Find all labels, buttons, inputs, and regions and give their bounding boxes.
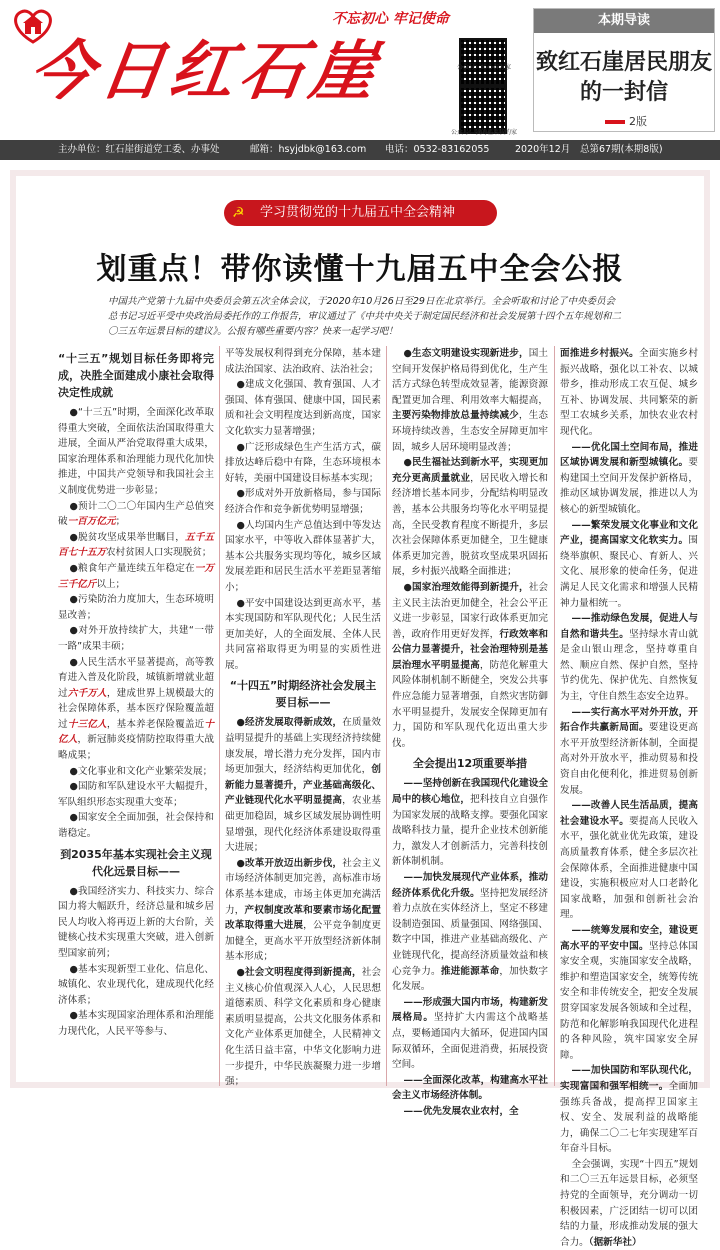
- paragraph: ●社会文明程度得到新提高，社会主义核心价值观深入人心，人民思想道德素质、科学文化素质和身心健康素质明显提高，公共文化服务体系和文化产业体系更加健全，人民精神文化生活日益丰富，中华文化影响力进一步提升，中华民族凝聚力进一步增强；: [225, 966, 382, 1088]
- article-column-2: [225, 346, 381, 1090]
- slogan: 不忘初心 牢记使命: [332, 11, 449, 27]
- guide-header: 本期导读: [534, 9, 714, 33]
- issue-text: 总第67期(本期8版): [580, 144, 663, 155]
- article-column-1: [58, 346, 214, 1040]
- sponsor-text: 主办单位：红石崖街道党工委、办事处: [58, 144, 220, 155]
- paragraph: ●平安中国建设达到更高水平，基本实现国防和军队现代化；人民生活更加美好，人的全面发展、全体人民共同富裕取得更为明显的实质性进展。: [225, 597, 381, 671]
- paragraph: ●基本实现国家治理体系和治理能力现代化，人民平等参与、: [58, 1010, 214, 1037]
- guide-title[interactable]: 致红石崖居民朋友的一封信: [535, 49, 712, 105]
- paragraph: ——加快国防和军队现代化，实现富国和强军相统一。全面加强练兵备战，提高捍卫国家主权、安全、发展利益的战略能力，确保二〇二七年实现建军百年奋斗目标。: [560, 1065, 699, 1155]
- article-column-3: [392, 346, 548, 1120]
- paragraph: ——全面深化改革，构建高水平社会主义市场经济体制。: [392, 1074, 548, 1102]
- paragraph: ——实行高水平对外开放，开拓合作共赢新局面。要建设更高水平开放型经济新体制，全面提高对外开放水平，推动贸易和投资自由化便利化，推进贸易创新发展。: [560, 706, 699, 796]
- phone-text: 电话：0532-83162055: [385, 144, 490, 155]
- headline: 划重点！带你读懂十九届五中全会公报: [96, 252, 624, 287]
- paragraph: ●“十三五”时期，全面深化改革取得重大突破，全面依法治国取得重大进展，全面从严治党取得重大成果，国家治理体系和治理能力现代化加快推进，中国共产党领导和我国社会主义制度优势进一步彰显；: [58, 407, 214, 496]
- paragraph: ——统筹发展和安全，建设更高水平的平安中国。坚持总体国家安全观，实施国家安全战略，维护和塑造国家安全，统筹传统安全和非传统安全，把安全发展贯穿国家发展各领域和全过程，防范和化解影响我国现代化进程的各种风险，筑牢国家安全屏障。: [560, 924, 699, 1061]
- paragraph: ——优化国土空间布局，推进区域协调发展和新型城镇化。要构建国土空间开发保护新格局，推动区域协调发展，推进以人为核心的新型城镇化。: [560, 441, 698, 515]
- paragraph: ●粮食年产量连续五年稳定在一万三千亿斤以上；: [58, 562, 215, 590]
- paragraph: ●预计二〇二〇年国内生产总值突破一百万亿元；: [58, 500, 214, 528]
- column-divider: [219, 346, 220, 1086]
- paragraph: ●人民生活水平显著提高，高等教育进入普及化阶段，城镇新增就业超过六千万人，建成世界上规模最大的社会保障体系，基本医疗保险覆盖超过十三亿人，基本养老保险覆盖近十亿人，新冠肺炎疫情防控取得重大战略成果；: [58, 656, 215, 762]
- guide-page-label: 2版: [629, 115, 647, 128]
- paragraph: ——改善人民生活品质，提高社会建设水平。要提高人民收入水平，强化就业优先政策，建设高质量教育体系，健全多层次社会保障体系，全面推进健康中国建设，实施积极应对人口老龄化国家战略，加强和创新社会治理。: [560, 800, 699, 921]
- paragraph: ●基本实现新型工业化、信息化、城镇化、农业现代化，建成现代化经济体系；: [58, 963, 214, 1006]
- paragraph: ●文化事业和文化产业繁荣发展；: [69, 765, 213, 777]
- paragraph: ●国家安全全面加强，社会保持和谐稳定。: [58, 812, 214, 840]
- paragraph: ●脱贫攻坚成果举世瞩目，五千五百七十五万农村贫困人口实现脱贫；: [58, 531, 215, 559]
- column-divider: [386, 346, 387, 1086]
- paragraph: ●生态文明建设实现新进步，国土空间开发保护格局得到优化，生产生活方式绿色转型成效显著，能源资源配置更加合理、利用效率大幅提高，主要污染物排放总量持续减少，生态环境持续改善，生态安全屏障更加牢固，城乡人居环境明显改善；: [392, 348, 549, 453]
- issue-guide-box[interactable]: [533, 8, 715, 132]
- column-divider: [554, 346, 555, 1086]
- subheading: 全会提出12项重要举措: [412, 757, 528, 771]
- date-text: 2020年12月: [515, 144, 571, 155]
- paragraph: ——坚持创新在我国现代化建设全局中的核心地位，把科技自立自强作为国家发展的战略支撑。要强化国家战略科技力量，提升企业技术创新能力，激发人才创新活力，完善科技创新体制机制。: [392, 778, 549, 868]
- party-emblem-icon: ☭: [232, 205, 245, 221]
- lead-paragraph: 中国共产党第十九届中央委员会第五次全体会议，于2020年10月26日至29日在北京举行。全会听取和讨论了中央委员会总书记习近平受中央政治局委托作的工作报告，审议通过了《中共中央关于制定国民经济和社会发展第十四个五年规划和二〇三五年远景目标的建议》。公报有哪些重要内容？快来一起学习吧！: [108, 296, 622, 337]
- paragraph: ●我国经济实力、科技实力、综合国力将大幅跃升，经济总量和城乡居民人均收入将再迈上新的大台阶，关键核心技术实现重大突破，进入创新型国家前列；: [58, 885, 214, 959]
- subheading: “十四五”时期经济社会发展主要目标——: [229, 679, 377, 710]
- paragraph: ●人均国内生产总值达到中等发达国家水平，中等收入群体显著扩大，基本公共服务实现均等化，城乡区域发展差距和居民生活水平差距显著缩小；: [225, 519, 381, 593]
- paragraph: ——推动绿色发展，促进人与自然和谐共生。坚持绿水青山就是金山银山理念，坚持尊重自然、顺应自然、保护自然，坚持节约优先、保护优先、自然恢复为主，守住自然生态安全边界。: [560, 613, 699, 703]
- paragraph: ●国防和军队建设水平大幅提升，军队组织形态实现重大变革；: [58, 781, 214, 808]
- paragraph: 面推进乡村振兴。全面实施乡村振兴战略，强化以工补农、以城带乡，推动形成工农互促、城乡互补、协调发展、共同繁荣的新型工农城乡关系，加快农业农村现代化。: [560, 348, 699, 437]
- paragraph: ●广泛形成绿色生产生活方式，碳排放达峰后稳中有降，生态环境根本好转，美丽中国建设目标基本实现；: [225, 441, 381, 484]
- source-credit: （据新华社）: [588, 1236, 642, 1248]
- paragraph: ——加快发展现代产业体系，推动经济体系优化升级。坚持把发展经济着力点放在实体经济上，坚定不移建设制造强国、质量强国、网络强国、数字中国，推进产业基础高级化、产业链现代化，提高经济质量效益和核心竞争力。推进能源革命，加快数字化发展。: [392, 872, 549, 993]
- subheading: 到2035年基本实现社会主义现代化远景目标——: [60, 847, 212, 878]
- masthead-title: 今日红石崖: [24, 34, 386, 109]
- paragraph: ●民生福祉达到新水平，实现更加充分更高质量就业，居民收入增长和经济增长基本同步，分配结构明显改善，基本公共服务均等化水平明显提高，全民受教育程度不断提升，多层次社会保障体系更加健全，卫生健康体系更加完善，脱贫攻坚成果巩固拓展，乡村振兴战略全面推进；: [392, 457, 549, 578]
- paragraph: ●建成文化强国、教育强国、人才强国、体育强国、健康中国，国民素质和社会文明程度达到新高度，国家文化软实力显著增强；: [225, 379, 381, 437]
- paragraph: ——形成强大国内市场，构建新发展格局。坚持扩大内需这个战略基点，要畅通国内大循环，促进国内国际双循环，全面促进消费，拓展投资空间。: [392, 996, 549, 1071]
- info-bar: [0, 140, 720, 160]
- guide-page-ref: [534, 113, 714, 129]
- article-column-4: [560, 346, 698, 1250]
- paragraph: ●污染防治力度加大，生态环境明显改善；: [58, 594, 214, 621]
- email-text: 邮箱：hsyjdbk@163.com: [250, 144, 367, 155]
- paragraph: 全会强调，实现“十四五”规划和二〇三五年远景目标，必须坚持党的全面领导，充分调动一切积极因素，广泛团结一切可以团结的力量，形成推动发展的强大合力。（据新华社）: [560, 1158, 698, 1248]
- qr-caption: 公众号：我的福莱我的家: [450, 129, 517, 136]
- section-banner: 学习贯彻党的十九届五中全会精神: [224, 200, 497, 226]
- paragraph: ●形成对外开放新格局，参与国际经济合作和竞争新优势明显增强；: [225, 488, 381, 515]
- paragraph: 平等发展权利得到充分保障，基本建成法治国家、法治政府、法治社会；: [225, 348, 381, 375]
- paragraph: ●经济发展取得新成效，在质量效益明显提升的基础上实现经济持续健康发展，增长潜力充分发挥，国内市场更加强大，经济结构更加优化，创新能力显著提升，产业基础高级化、产业链现代化水平明显提高，农业基础更加稳固，城乡区域发展协调性明显增强，现代化经济体系建设取得重大进展；: [225, 717, 382, 854]
- paragraph: ——优先发展农业农村，全: [403, 1105, 519, 1117]
- qr-caption: 公众号：红心春万家: [456, 64, 511, 71]
- paragraph: ●国家治理效能得到新提升，社会主义民主法治更加健全，社会公平正义进一步彰显，国家行政体系更加完善，政府作用更好发挥，行政效率和公信力显著提升，社会治理特别是基层治理水平明显提高，防范化解重大风险体制机制不断健全，突发公共事件应急能力显著增强，自然灾害防御水平明显提升，发展安全保障更加有力，国防和军队现代化迈出重大步伐。: [392, 581, 549, 749]
- paragraph: ●改革开放迈出新步伐，社会主义市场经济体制更加完善，高标准市场体系基本建成，市场主体更加充满活力，产权制度改革和要素市场化配置改革取得重大进展，公平竞争制度更加健全，更高水平开放型经济新体制基本形成；: [225, 857, 382, 963]
- paragraph: ●对外开放持续扩大，共建“一带一路”成果丰硕；: [58, 625, 214, 652]
- paragraph: ——繁荣发展文化事业和文化产业，提高国家文化软实力。围绕举旗帜、聚民心、育新人、兴文化、展形象的使命任务，促进满足人民文化需求和增强人民精神力量相统一。: [560, 519, 698, 609]
- subheading: “十三五”规划目标任务即将完成，决胜全面建成小康社会取得决定性成就: [58, 352, 214, 399]
